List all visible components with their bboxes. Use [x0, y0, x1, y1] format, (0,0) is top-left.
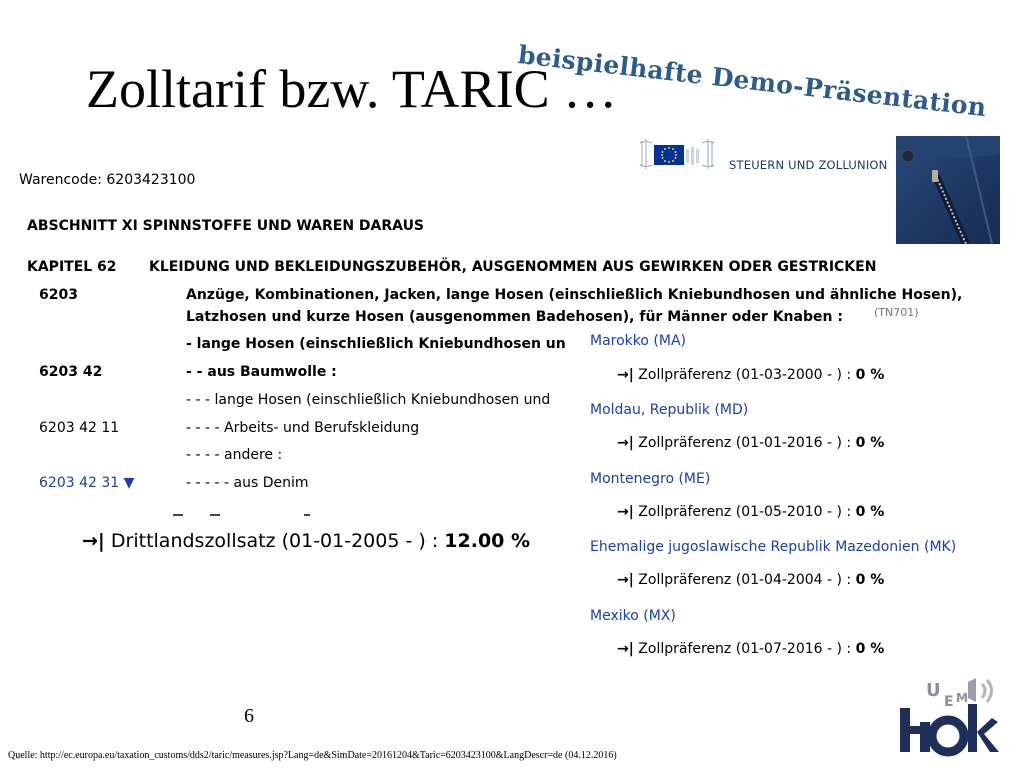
- preference-label: Zollpräferenz (01-01-2016 - ) :: [638, 435, 856, 451]
- row-text: - - - - - aus Denim: [186, 475, 309, 491]
- third-country-duty: [82, 530, 530, 552]
- country-link-md[interactable]: Moldau, Republik (MD): [590, 402, 749, 418]
- arrow-to-bar-icon: →|: [617, 504, 634, 520]
- row-code: 6203: [39, 287, 78, 303]
- row-text: - - - lange Hosen (einschließlich Kniebundhosen und: [186, 392, 551, 408]
- warencode: Warencode: 6203423100: [19, 172, 196, 188]
- source-citation: Quelle: http://ec.europa.eu/taxation_customs/dds2/taric/measures.jsp?Lang=de&SimDate=20161204&Taric=6203423100&LangDescr=de (04.12.2016): [8, 750, 617, 761]
- page-number: 6: [244, 705, 254, 727]
- eu-flag-icon: [638, 137, 716, 171]
- kapitel-code: KAPITEL 62: [27, 259, 117, 275]
- preference-label: Zollpräferenz (01-03-2000 - ) :: [638, 367, 856, 383]
- country-link-ma[interactable]: Marokko (MA): [590, 333, 686, 349]
- preference-rate: 0 %: [855, 435, 885, 451]
- kapitel-text: KLEIDUNG UND BEKLEIDUNGSZUBEHÖR, AUSGENOMMEN AUS GEWIRKEN ODER GESTRICKEN: [149, 259, 877, 275]
- preference-label: Zollpräferenz (01-07-2016 - ) :: [638, 641, 856, 657]
- preference-rate: 0 %: [855, 641, 885, 657]
- row-text: Anzüge, Kombinationen, Jacken, lange Hosen (einschließlich Kniebundhosen und ähnliche Hosen),: [186, 287, 963, 303]
- arrow-to-bar-icon: →|: [82, 530, 105, 552]
- uni-logo-icon: [896, 672, 1000, 758]
- country-link-mx[interactable]: Mexiko (MX): [590, 608, 676, 624]
- preference-rate: 0 %: [855, 504, 885, 520]
- preference-row: [617, 504, 884, 520]
- arrow-to-bar-icon: →|: [617, 641, 634, 657]
- preference-row: [617, 435, 884, 451]
- arrow-to-bar-icon: →|: [617, 572, 634, 588]
- svg-text:M: M: [956, 691, 968, 705]
- preference-label: Zollpräferenz (01-05-2010 - ) :: [638, 504, 856, 520]
- preference-row: [617, 572, 884, 588]
- preference-rate: 0 %: [855, 572, 885, 588]
- divider: [304, 514, 310, 516]
- eu-banner-text: STEUERN UND ZOLLUNION: [729, 158, 888, 172]
- arrow-to-bar-icon: →|: [617, 367, 634, 383]
- preference-rate: 0 %: [855, 367, 885, 383]
- row-text: Latzhosen und kurze Hosen (ausgenommen Badehosen), für Männer oder Knaben :: [186, 309, 843, 325]
- arrow-to-bar-icon: →|: [617, 435, 634, 451]
- row-text: - - - - andere :: [186, 447, 283, 463]
- svg-text:U: U: [926, 680, 941, 701]
- preference-row: [617, 641, 884, 657]
- slide-title: Zolltarif bzw. TARIC …: [86, 59, 618, 119]
- preference-label: Zollpräferenz (01-04-2004 - ) :: [638, 572, 856, 588]
- divider: [173, 514, 183, 516]
- row-text: - lange Hosen (einschließlich Kniebundhosen un: [186, 336, 566, 352]
- country-link-me[interactable]: Montenegro (ME): [590, 471, 711, 487]
- row-text: - - - - Arbeits- und Berufskleidung: [186, 420, 420, 436]
- row-code: 6203 42 11: [39, 420, 120, 436]
- svg-text:E: E: [944, 694, 954, 710]
- row-text: - - aus Baumwolle :: [186, 364, 337, 380]
- code-link-6203423100[interactable]: 6203 42 31 ▼: [39, 475, 135, 491]
- divider: [210, 514, 220, 516]
- demo-tag: beispielhafte Demo-Präsentation: [516, 40, 988, 123]
- country-link-mk[interactable]: Ehemalige jugoslawische Republik Mazedonien (MK): [590, 539, 957, 555]
- preference-row: [617, 367, 884, 383]
- duty-label: Drittlandszollsatz (01-01-2005 - ) :: [110, 530, 445, 552]
- jeans-photo: [896, 136, 1000, 244]
- tn-note-link[interactable]: (TN701): [874, 306, 919, 319]
- row-code: 6203 42: [39, 364, 103, 380]
- duty-rate: 12.00 %: [444, 530, 531, 552]
- abschnitt-heading: ABSCHNITT XI SPINNSTOFFE UND WAREN DARAUS: [27, 218, 425, 234]
